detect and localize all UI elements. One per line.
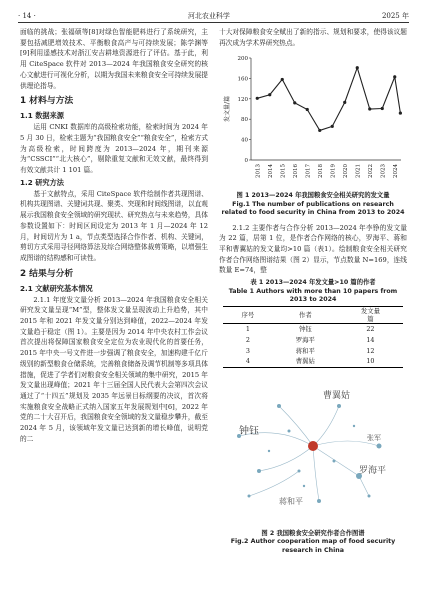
data-point xyxy=(381,107,384,110)
table-1-title-cn: 表 1 2013—2024 年发文量>10 篇的作者 xyxy=(250,279,376,287)
network-label: 罗海平 xyxy=(359,466,387,477)
network-label: 蒋和平 xyxy=(279,497,303,507)
series-line xyxy=(257,68,400,131)
table-header-index: 序号 xyxy=(241,311,255,319)
table-row: 4 曹翼姑 10 xyxy=(223,356,403,367)
x-tick-label: 2024 xyxy=(392,164,399,179)
y-tick-label: 200 xyxy=(237,56,248,63)
table-row: 1 钟钰 22 xyxy=(245,325,375,334)
y-tick-label: 160 xyxy=(237,76,248,83)
x-tick-label: 2021 xyxy=(355,164,362,179)
x-tick-label: 2019 xyxy=(330,164,337,179)
page-header xyxy=(18,10,409,22)
y-tick-label: 40 xyxy=(241,138,248,145)
section-heading-1: 1 材料与方法 xyxy=(20,96,74,107)
x-tick-label: 2016 xyxy=(292,164,299,179)
continuation-paragraph: 十大对保障粮食安全赋出了新的指示、规划和要求，使得该议题再次成为学术界研究热点。 xyxy=(219,28,407,47)
subsection-heading-1-1: 1.1 数据来源 xyxy=(20,111,64,121)
author-analysis-paragraph: 2.1.2 主要作者与合作分析 2013—2024 年李铮的发文量为 22 篇，居第 1 位，是作者合作网络的核心，罗海平、蒋和平和曹翼姑的发文量均>10 篇（表1）。绘制粮食安全相关研究作者合作网络图谱结果（图 2）显示，节点数量 N=169，连线数量 E=74，整 xyxy=(219,223,407,275)
x-tick-label: 2015 xyxy=(280,164,287,179)
y-axis-label: 发文量/篇 xyxy=(224,96,231,123)
figure-1-caption-cn: 图 1 2013—2024 年我国粮食安全相关研究的发文量 xyxy=(236,192,390,200)
figure-1-caption-en: Fig.1 The number of publications on research related to food security in China from 2013 to 2024 xyxy=(221,200,405,217)
data-point xyxy=(331,125,334,128)
x-tick-label: 2017 xyxy=(305,164,312,179)
x-tick-label: 2018 xyxy=(317,164,324,179)
intro-paragraph: 面临的挑战；张福硕等[8]对绿色智能肥料进行了系统研究，主要包括减肥增效技术、平衡粮食高产与可持续发展；陈学渊等[9]利用遥感技术对浙江安吉耕地资源进行了评估。基于此，利用 CiteSpace 软件对 2013—2024 年我国粮食安全研究的核心文献进行可视化分析，以期为我国未来粮食安全可持续发展提供理论指导。 xyxy=(20,28,208,90)
figure-2-caption-cn: 图 2 我国粮食安全研究作者合作图谱 xyxy=(261,529,365,537)
header-rule xyxy=(18,22,409,23)
year: 2025 年 xyxy=(381,12,409,20)
table-header-count: 发文量 篇 xyxy=(360,307,381,324)
data-point xyxy=(399,112,402,115)
y-tick-label: 120 xyxy=(237,97,248,104)
figure-1-chart xyxy=(219,52,407,192)
method-paragraph: 基于文献特点，采用 CiteSpace 软件绘制作者共现图谱、机构共现图谱、关键词共现、聚类、突现和时间线图谱，以直观展示我国粮食安全领域的研究现状、研究热点与未来趋势，具体参数设置如下：时间区间设定为 2013 年 1 月—2024 年 12 月，时间切片为 1 a，节点类型选择合作作者、机构、关键词，剪切方式采用寻径网络算法及综合网络整体裁剪策略，以增强生成图谱的结构感和可读性。 xyxy=(20,189,208,262)
right-column xyxy=(219,27,407,555)
left-column xyxy=(20,27,208,445)
data-point xyxy=(368,108,371,111)
x-tick-label: 2013 xyxy=(255,164,262,179)
x-tick-label: 2014 xyxy=(267,164,274,179)
data-point xyxy=(293,102,296,105)
data-point xyxy=(393,76,396,79)
authors-table xyxy=(223,306,403,368)
subsection-heading-1-2: 1.2 研究方法 xyxy=(20,177,64,187)
journal-name: 河北农业科学 xyxy=(187,12,230,20)
data-point xyxy=(318,129,321,132)
data-point xyxy=(306,108,309,111)
y-tick-label: 0 xyxy=(244,158,248,165)
author-network-graph xyxy=(219,376,407,526)
data-point xyxy=(268,94,271,97)
table-row: 2 罗海平 14 xyxy=(245,336,375,345)
network-label: 曹翼姑 xyxy=(323,391,351,402)
x-tick-label: 2022 xyxy=(367,164,374,179)
x-tick-label: 2020 xyxy=(342,164,349,179)
y-tick-label: 80 xyxy=(241,117,248,124)
table-1-title-en: Table 1 Authors with more than 10 papers from 2013 to 2024 xyxy=(228,287,398,303)
annual-output-paragraph: 2.1.1 年度发文量分析 2013—2024 年我国粮食安全相关研究发文量呈现“M”型，整体发文量呈现波动上升趋势，其中 2015 年和 2021 年发文量分别达到峰值，2022—2024 年发文量趋于稳定（图 1）。主要是因为 2014 年中央农村工作会议首次提出将保障国家粮食安全定位为农业现代化的首要任务，2015 年中央一号文件进一步强调了粮食安全，加速构建千亿斤级别的新型粮食仓储系统，完善粮食储备及调节机制等多项具体措施，促进了学者们对粮食安全相关领域的集中研究，2015 年发文量出现峰值；2021 年十三届全国人民代表大会第四次会议通过了“十四五”规划及 2035 年远景目标纲要的决议，首次将实施粮食安全战略正式纳入国家五年发展规划中[6]，2022 年党的二十大召开后，我国粮食安全领域的发文量稳步攀升，截至 2024 年 5 月，该领域年发文量已达到新的增长峰值，说明党的二 xyxy=(20,295,208,443)
data-point xyxy=(256,97,259,100)
x-tick-label: 2023 xyxy=(380,164,387,179)
subsection-heading-2-1: 2.1 文献研究基本情况 xyxy=(20,283,93,293)
figure-2-caption-en: Fig.2 Author cooperation map of food security research in China xyxy=(230,538,396,554)
table-row: 3 蒋和平 12 xyxy=(245,346,375,355)
network-hub-node xyxy=(308,441,318,451)
line-chart xyxy=(219,52,407,192)
section-heading-2: 2 结果与分析 xyxy=(20,268,74,279)
data-source-paragraph: 运用 CNKI 数据库的高级检索功能，检索时间为 2024 年 5 月 30 日，检索主题为“我国粮食安全”“粮食安全”，检索方式为高级检索，时间跨度为 2013—2024 年，期刊来源为“CSSCI”“北大核心”，剔除重复文献和无效文献，最终得到有效文献共计 1 101 篇。 xyxy=(20,123,208,175)
table-header-author: 作者 xyxy=(298,311,312,319)
network-label: 钟钰 xyxy=(239,426,259,438)
data-point xyxy=(356,66,359,69)
data-point xyxy=(343,101,346,104)
network-label: 张军 xyxy=(367,434,381,443)
page-number: · 14 · xyxy=(18,12,36,20)
data-point xyxy=(281,78,284,81)
